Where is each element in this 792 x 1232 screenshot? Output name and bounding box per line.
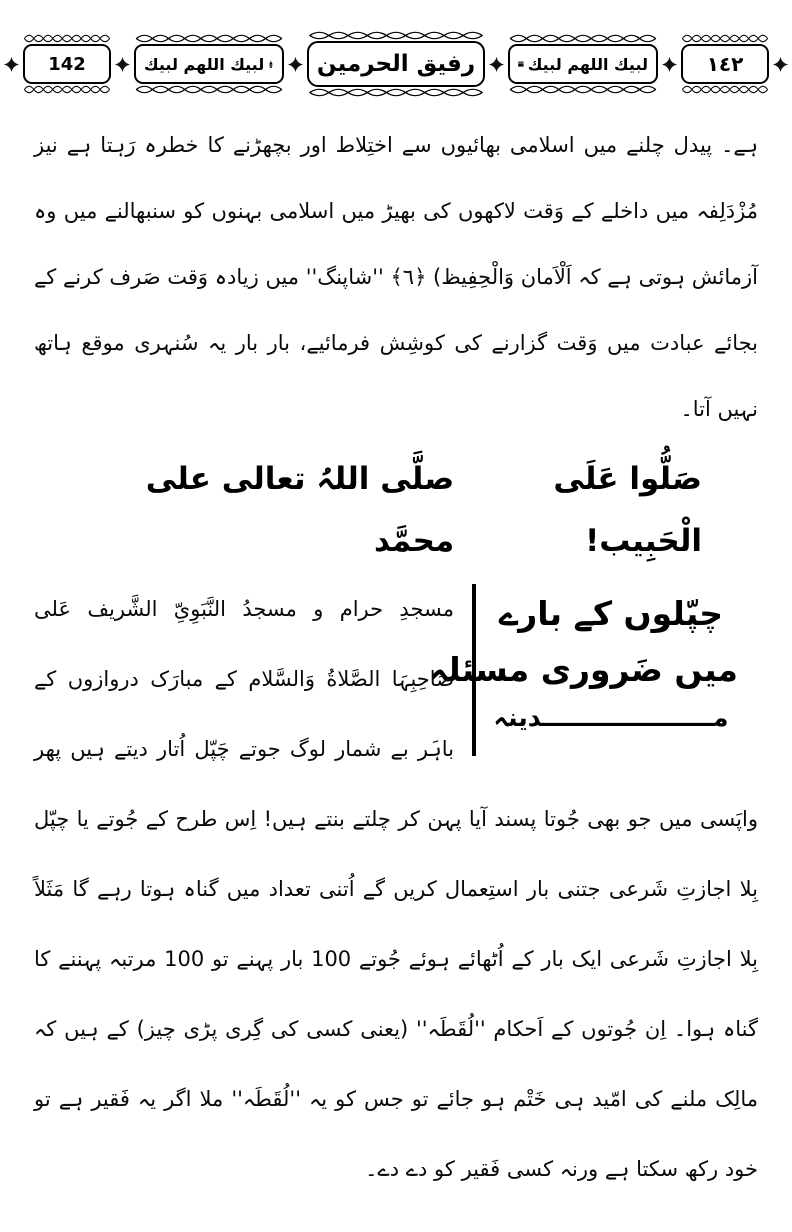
book-title: رفيق الحرمين <box>307 41 485 87</box>
section-heading-line2: میں ضَروری مسئلہ <box>428 650 738 689</box>
flourish-ornament <box>23 84 111 95</box>
page-number-box-right <box>681 33 769 95</box>
page-header <box>34 30 758 98</box>
minaret-icon <box>268 51 274 77</box>
book-title-box <box>307 30 485 98</box>
flourish-ornament <box>508 84 658 95</box>
section-heading <box>428 584 744 756</box>
diamond-ornament <box>488 56 505 73</box>
flourish-ornament <box>307 30 485 41</box>
diamond-ornament <box>3 56 20 73</box>
salat-right-phrase: صَلُّوا عَلَی الْحَبِیب! <box>553 461 702 559</box>
page-number-box-left <box>23 33 111 95</box>
flourish-ornament <box>134 33 284 44</box>
paragraph-2: مسجدِ حرام و مسجدُ النَّبَوِیِّ الشَّریف عَلی صَاحِبِہَا الصَّلاةُ وَالسَّلام کے مبارَک دروازوں کے باہَر بے شمار لوگ جوتے چَپّل اُتار دیتے ہیں پھر واپَسی میں جو بھی جُوتا پسند آیا پہن کر چلتے بنتے ہیں! اِس طرح کے جُوتے یا چپّل بِلا اجازتِ شَرعی جتنی بار استِعمال کریں گے اُتنی تعداد میں گناہ ہوتا رہے گا مَثَلاً بِلا اجازتِ شَرعی ایک بار کے اُٹھائے ہوئے جُوتے 100 بار پہنے تو 100 مرتبہ پہننے کا گناہ ہوا۔ اِن جُوتوں کے اَحکام ''لُقَطَہ'' (یعنی کسی کی گِری پڑی چیز) کے ہیں کہ مالِک ملنے کی امّید ہی خَتْم ہو جائے تو جس کو یہ ''لُقَطَہ'' ملا اگر یہ فَقیر ہے تو خود رکھ سکتا ہے ورنہ کسی فَقیر کو دے دے۔ <box>34 597 758 1181</box>
labbaik-box-right <box>508 33 658 95</box>
section-heading-line1: چپّلوں کے بارے <box>498 594 724 633</box>
diamond-ornament <box>114 56 131 73</box>
salat-invocation-line <box>34 448 758 572</box>
page-number-western: 142 <box>23 44 111 84</box>
section-heading-madinah-tail: مــــــــــــــــــــدینہ <box>493 703 729 732</box>
kaaba-icon <box>518 52 524 76</box>
page-number-arabic: ١٤٢ <box>681 44 769 84</box>
flourish-ornament <box>681 33 769 44</box>
flourish-ornament <box>307 87 485 98</box>
salat-left-phrase: صلَّی اللہُ تعالی علی محمَّد <box>145 461 455 559</box>
diamond-ornament <box>661 56 678 73</box>
labbaik-box-left <box>134 33 284 95</box>
page-body <box>34 112 758 1204</box>
labbaik-text: لبيك اللهم لبيك <box>527 54 648 74</box>
labbaik-text: لبيك اللهم لبيك <box>144 54 265 74</box>
flourish-ornament <box>681 84 769 95</box>
diamond-ornament <box>287 56 304 73</box>
flourish-ornament <box>23 33 111 44</box>
paragraph-1: ہے۔ پیدل چلنے میں اسلامی بھائیوں سے اختِلاط اور بچھڑنے کا خطرہ رَہتا ہے نیز مُزْدَلِفہ میں داخلے کے وَقت لاکھوں کی بھیڑ میں اسلامی بہنوں کو سنبھالنے میں وہ آزمائش ہوتی ہے کہ اَلْاَمان وَالْحِفِیظ) ﴿٦﴾ ''شاپنگ'' میں زیادہ وَقت صَرف کرنے کے بجائے عبادت میں وَقت گزارنے کی کوشِش فرمائیے، بار بار یہ سُنہری موقع ہاتھ نہیں آتا۔ <box>34 133 759 421</box>
section-block <box>34 574 758 1204</box>
flourish-ornament <box>134 84 284 95</box>
flourish-ornament <box>508 33 658 44</box>
diamond-ornament <box>772 56 789 73</box>
